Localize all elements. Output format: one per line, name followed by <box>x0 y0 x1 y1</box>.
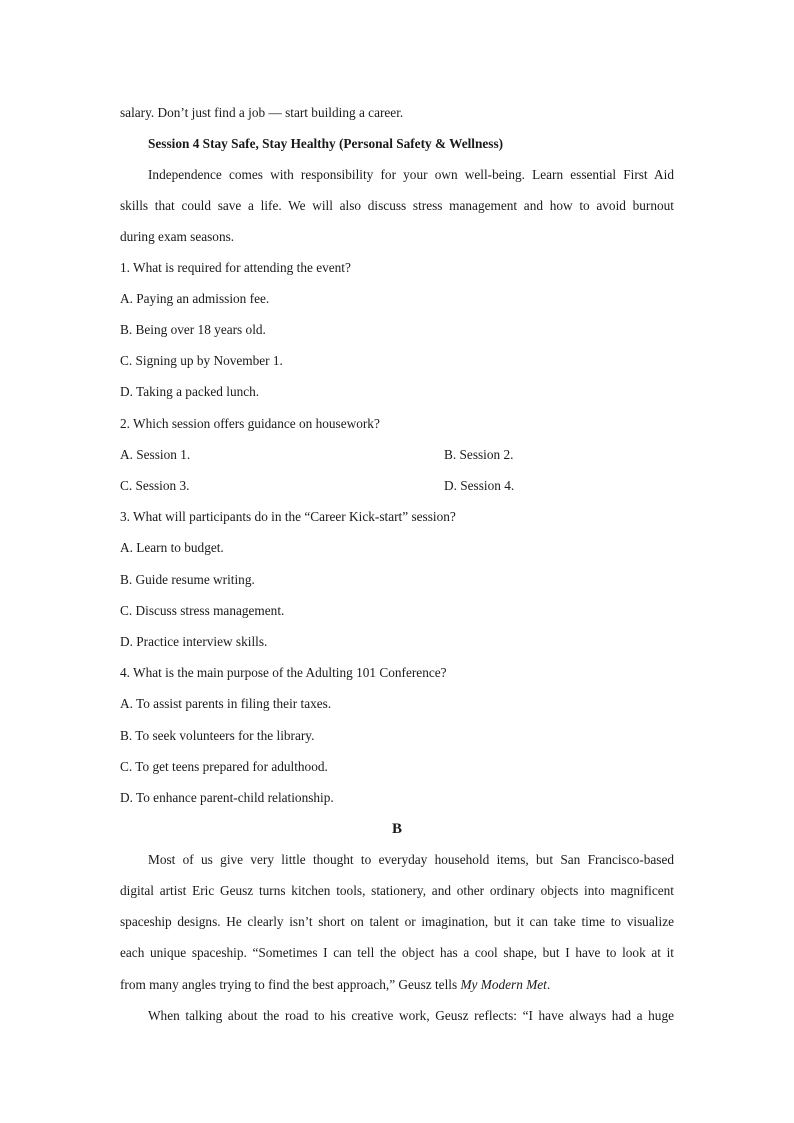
question-1-stem: 1. What is required for attending the event? <box>120 260 351 275</box>
question-3-stem: 3. What will participants do in the “Career Kick-start” session? <box>120 509 456 524</box>
passage-b-p1-line-1: Most of us give very little thought to everyday household items, but San Francisco-based <box>148 852 674 867</box>
question-1-option-c: C. Signing up by November 1. <box>120 353 283 368</box>
question-4-stem: 4. What is the main purpose of the Adulting 101 Conference? <box>120 665 447 680</box>
session4-paragraph-line-1: Independence comes with responsibility for your own well-being. Learn essential First Aid <box>148 167 674 182</box>
question-3-option-d: D. Practice interview skills. <box>120 634 268 649</box>
question-1-option-d: D. Taking a packed lunch. <box>120 384 260 399</box>
session4-paragraph-line-3: during exam seasons. <box>120 229 235 244</box>
question-2-option-c: C. Session 3. <box>120 478 190 493</box>
question-3-option-c: C. Discuss stress management. <box>120 603 285 618</box>
question-4-option-c: C. To get teens prepared for adulthood. <box>120 759 328 774</box>
passage-b-p1-line-3: spaceship designs. He clearly isn’t short on talent or imagination, but it can take time to visualize <box>120 914 674 929</box>
question-3-option-b: B. Guide resume writing. <box>120 572 255 587</box>
question-1-option-b: B. Being over 18 years old. <box>120 322 266 337</box>
publication-title: My Modern Met <box>460 977 547 992</box>
session4-paragraph-line-2: skills that could save a life. We will also discuss stress management and how to avoid burnout <box>120 198 674 213</box>
question-2-option-d: D. Session 4. <box>444 478 515 493</box>
session4-heading: Session 4 Stay Safe, Stay Healthy (Personal Safety & Wellness) <box>148 136 504 151</box>
passage-b-p1-line-5-text: from many angles trying to find the best approach,” Geusz tells <box>120 977 461 992</box>
question-1-option-a: A. Paying an admission fee. <box>120 291 270 306</box>
passage-b-label: B <box>391 821 402 837</box>
passage-b-p1-line-5-end: . <box>546 977 551 992</box>
passage-a-closing-line: salary. Don’t just find a job — start building a career. <box>120 105 404 120</box>
passage-b-p2-line-1: When talking about the road to his creative work, Geusz reflects: “I have always had a huge <box>148 1008 674 1023</box>
question-3-option-a: A. Learn to budget. <box>120 540 224 555</box>
passage-b-p1-line-4: each unique spaceship. “Sometimes I can tell the object has a cool shape, but I have to look at it <box>120 945 674 960</box>
question-2-option-b: B. Session 2. <box>444 447 514 462</box>
question-2-option-a: A. Session 1. <box>120 447 191 462</box>
question-4-option-a: A. To assist parents in filing their taxes. <box>120 696 332 711</box>
question-4-option-b: B. To seek volunteers for the library. <box>120 728 315 743</box>
question-4-option-d: D. To enhance parent-child relationship. <box>120 790 334 805</box>
passage-b-p1-line-2: digital artist Eric Geusz turns kitchen tools, stationery, and other ordinary objects into magnificent <box>120 883 674 898</box>
question-2-stem: 2. Which session offers guidance on housework? <box>120 416 380 431</box>
passage-b-p1-line-5 <box>120 976 674 994</box>
